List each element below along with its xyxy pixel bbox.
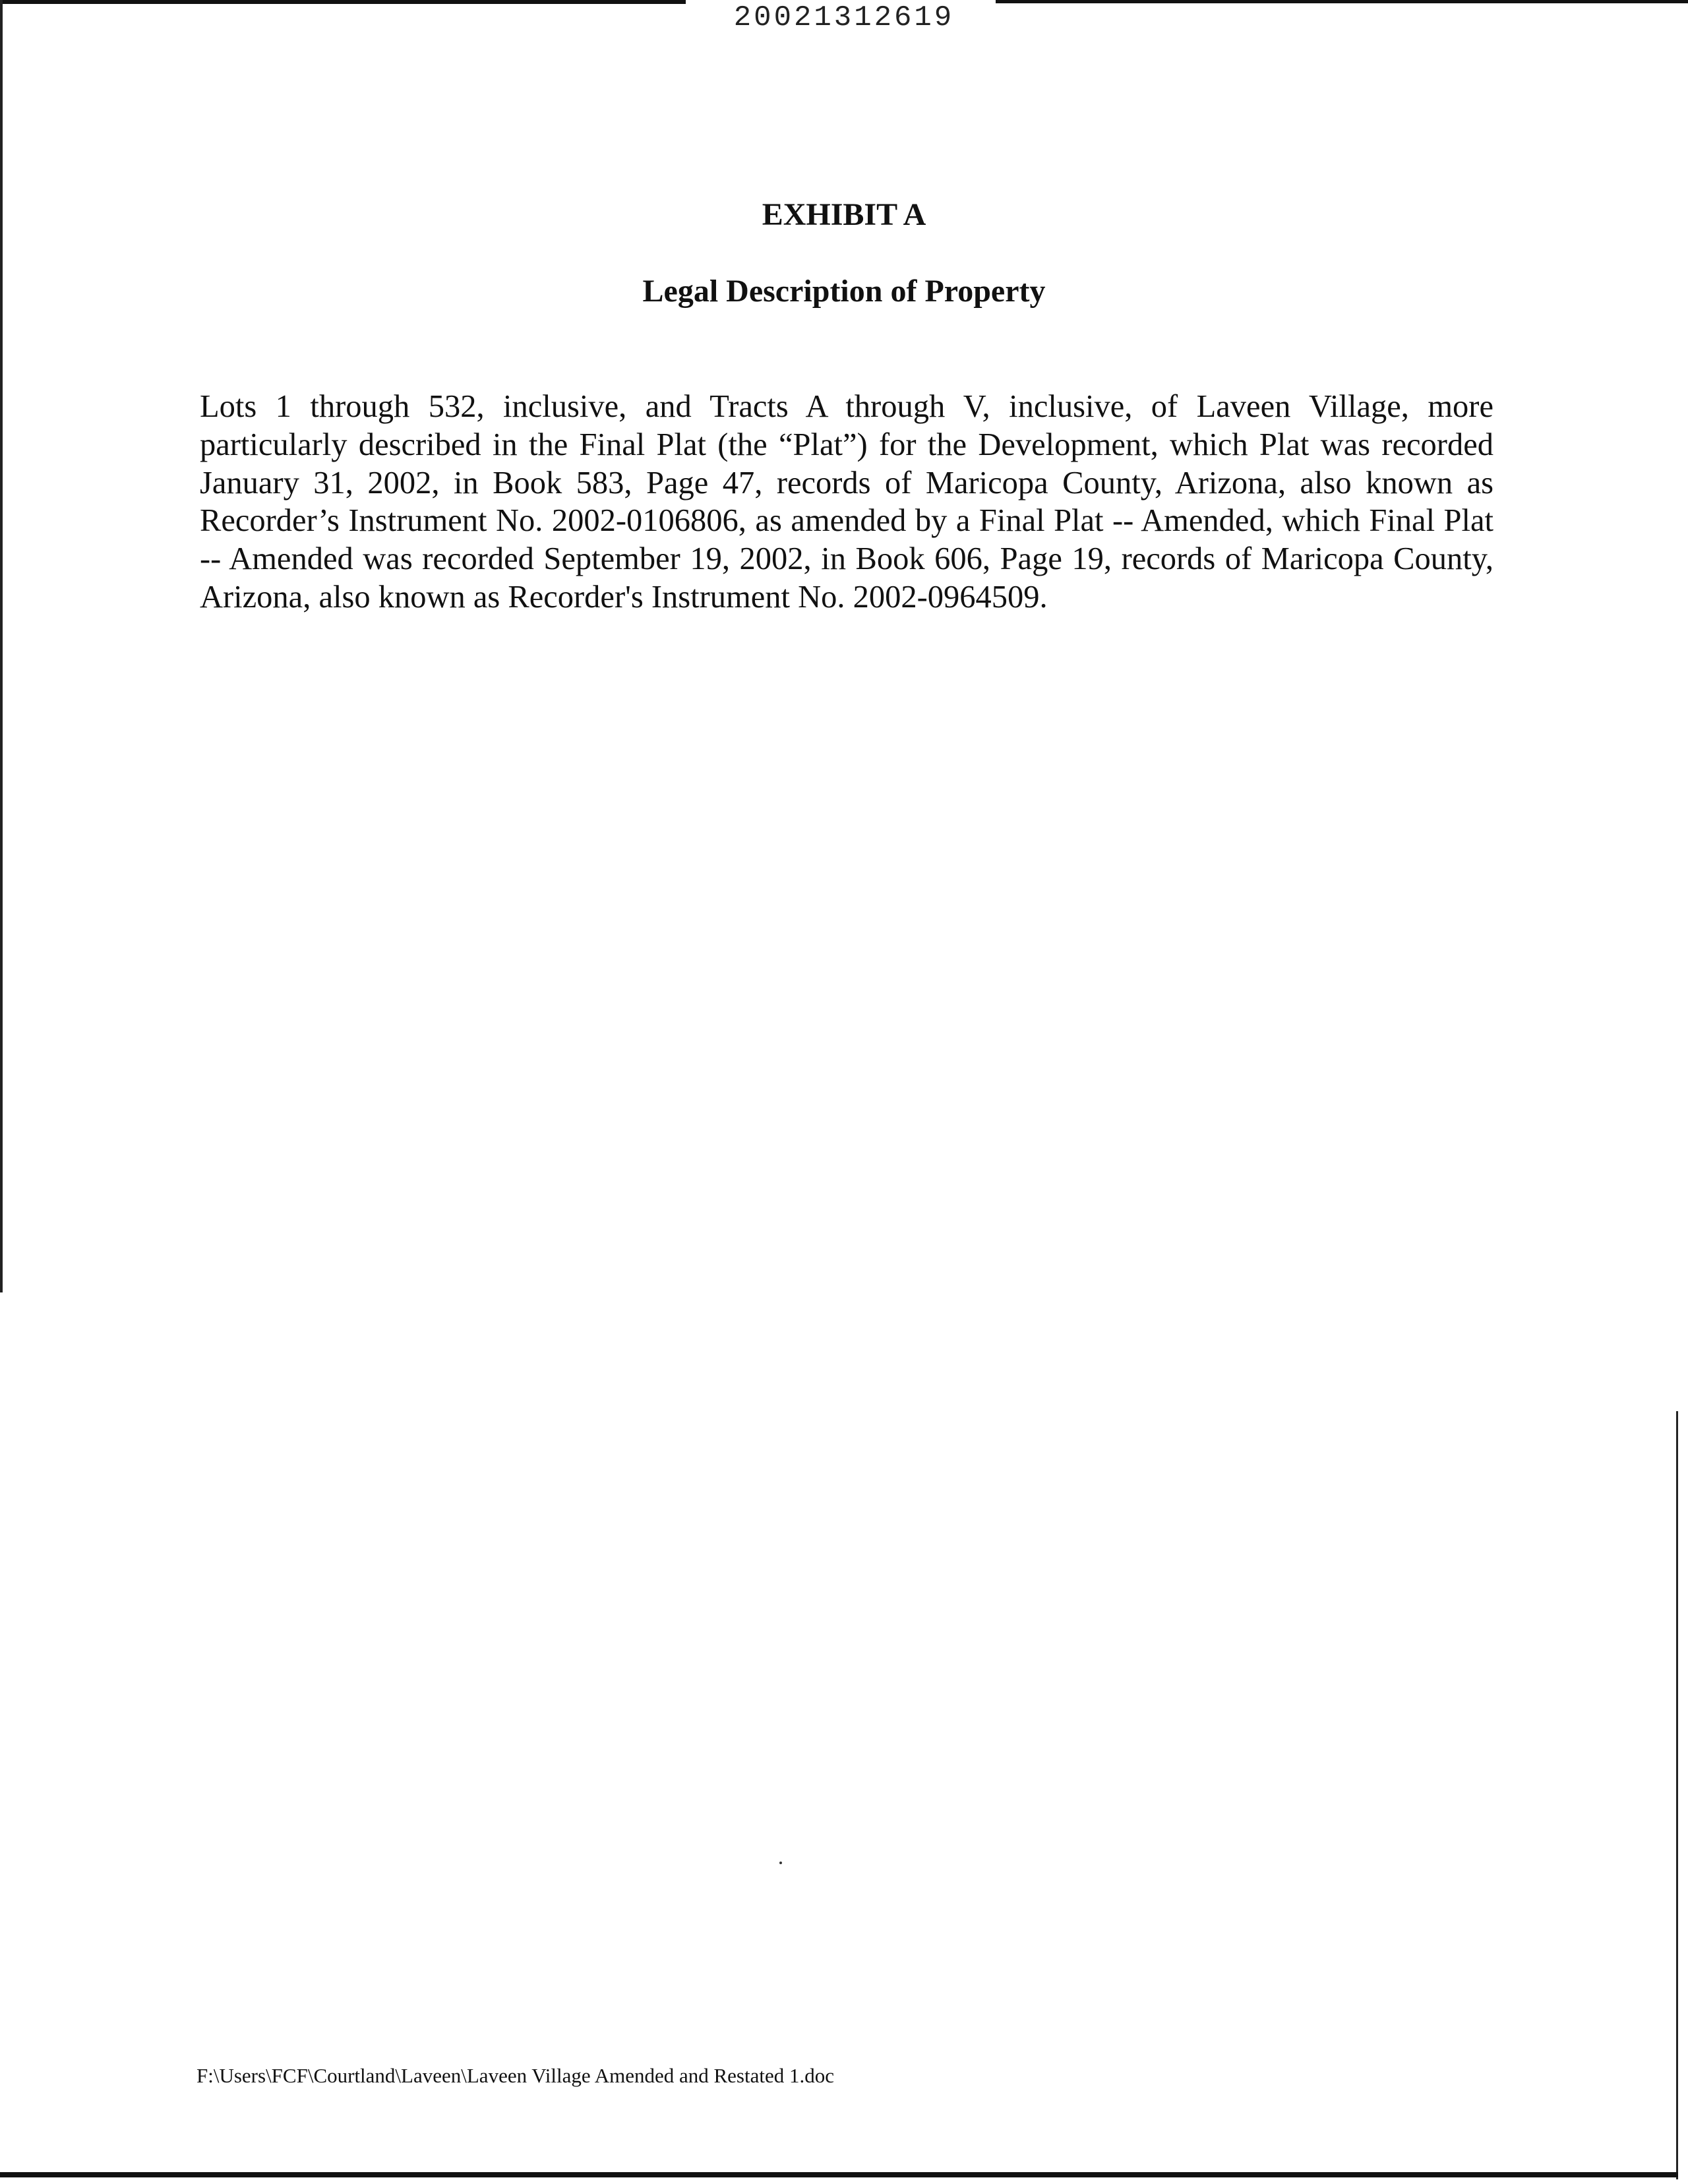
exhibit-title: EXHIBIT A <box>762 197 926 232</box>
recorder-document-number: 20021312619 <box>733 1 955 34</box>
footer-file-path: F:\Users\FCF\Courtland\Laveen\Laveen Village Amended and Restated 1.doc <box>196 2064 834 2087</box>
scan-border-bottom <box>0 2172 1678 2177</box>
exhibit-subtitle: Legal Description of Property <box>642 274 1046 309</box>
scan-border-right <box>1676 1411 1678 2179</box>
scan-speck <box>779 1862 782 1864</box>
legal-description-paragraph: Lots 1 through 532, inclusive, and Tracts A through V, inclusive, of Laveen Village, more particularly described in the Final Plat (the “Plat”) for the Development, which Plat was recorded January 31, 2002, in Book 583, Page 47, records of Maricopa County, Arizona, also known as Recorder’s Instrument No. 2002-0106806, as amended by a Final Plat -- Amended, which Final Plat -- Amended was recorded September 19, 2002, in Book 606, Page 19, records of Maricopa County, Arizona, also known as Recorder's Instrument No. 2002-0964509. <box>200 389 1493 615</box>
scan-border-left <box>0 0 3 1292</box>
